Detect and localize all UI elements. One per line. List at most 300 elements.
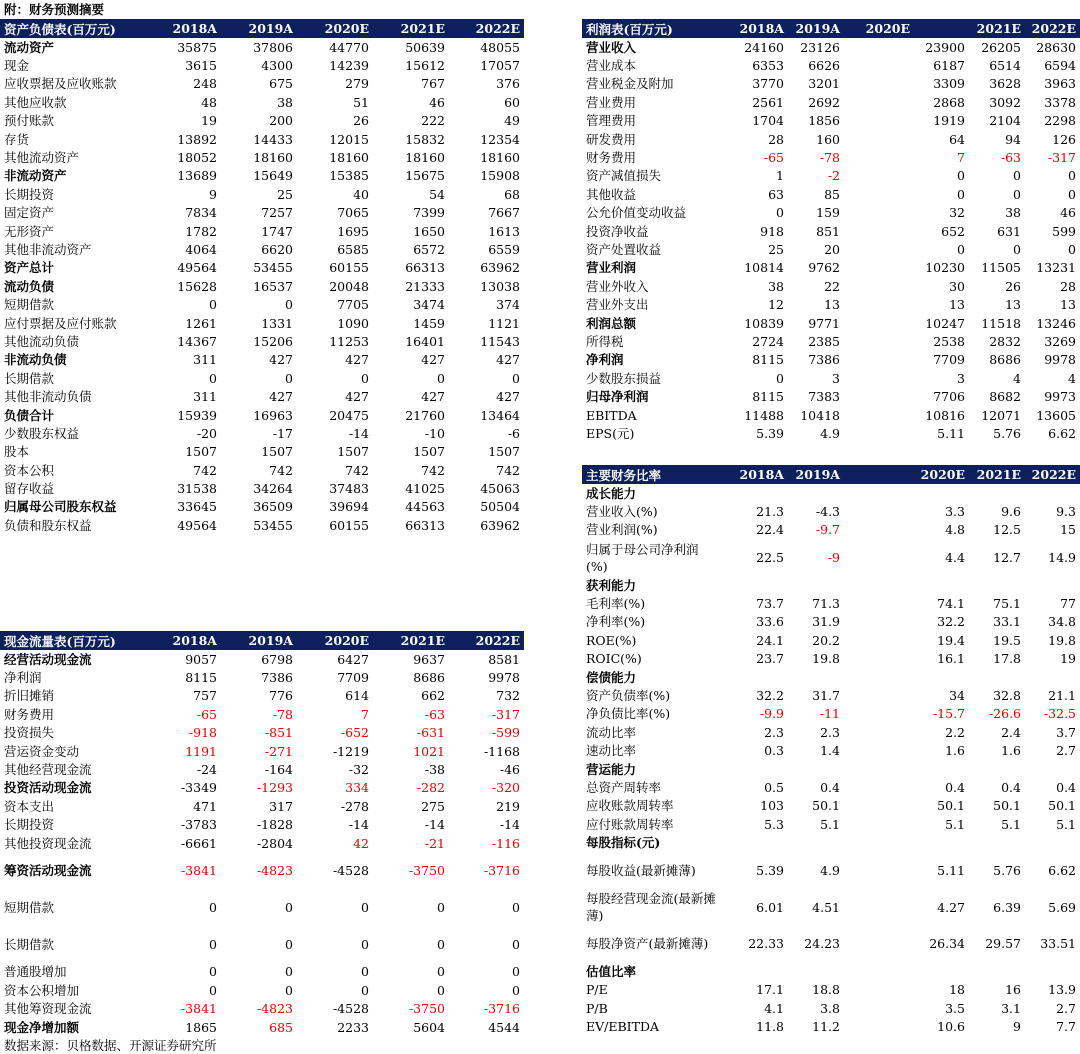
table-cell: 35875	[177, 39, 217, 55]
table-cell: 0	[1013, 241, 1021, 257]
row-label: 现金净增加额	[4, 1019, 80, 1035]
table-cell: 11505	[981, 260, 1021, 276]
table-cell: 23126	[800, 39, 840, 55]
table-cell: -65	[763, 150, 784, 166]
table-cell: 15385	[329, 168, 369, 184]
table-cell: 1507	[488, 444, 520, 460]
table-cell: 7399	[413, 205, 445, 221]
table-cell	[722, 576, 788, 594]
row-label: 营运能力	[586, 761, 637, 777]
table-cell: 10816	[925, 407, 965, 423]
table-row	[0, 650, 524, 668]
table-cell: 0.4	[945, 779, 965, 795]
table-row	[0, 332, 524, 350]
table-cell	[844, 167, 914, 185]
row-label: 资产负债率(%)	[586, 688, 671, 703]
table-row	[582, 594, 1080, 612]
column-header: 2021E	[969, 465, 1025, 484]
table-cell: 6.39	[993, 899, 1021, 915]
table-cell: 1747	[261, 223, 293, 239]
table-cell: 0	[776, 370, 784, 386]
row-label: 成长能力	[586, 485, 637, 501]
table-cell: 742	[269, 462, 293, 478]
table-cell: 2832	[989, 333, 1021, 349]
table-cell: 34	[949, 688, 965, 703]
row-label: 投资净收益	[586, 223, 649, 239]
table-cell: 6585	[337, 241, 369, 257]
table-cell: 19.4	[937, 632, 965, 648]
column-header: 2018A	[145, 19, 221, 38]
table-row	[582, 75, 1080, 93]
table-cell: 39694	[329, 499, 369, 515]
table-cell: 9057	[185, 651, 217, 667]
table-row	[0, 222, 524, 240]
table-cell: 75.1	[993, 596, 1021, 612]
table-cell: 3.5	[945, 1000, 965, 1016]
table-row	[0, 314, 524, 332]
table-cell: -17	[272, 425, 293, 441]
table-cell	[914, 760, 969, 778]
table-cell: 12	[768, 297, 784, 313]
row-label: P/B	[586, 1000, 608, 1016]
row-label: 预付账款	[4, 113, 55, 129]
table-cell: 50.1	[1048, 798, 1076, 814]
table-cell: 13	[949, 297, 965, 313]
table-cell: 0	[285, 936, 293, 952]
table-cell: 12.7	[993, 550, 1021, 566]
table-cell: 11518	[981, 315, 1021, 331]
table-cell: 14239	[329, 58, 369, 74]
row-label: 其他非流动负债	[4, 389, 92, 405]
table-cell: 7705	[337, 297, 369, 313]
table-cell: 31.9	[812, 614, 840, 630]
table-cell: 0	[361, 936, 369, 952]
table-row	[0, 351, 524, 369]
table-cell	[844, 797, 914, 815]
column-header: 2022E	[1025, 465, 1080, 484]
table-row	[582, 314, 1080, 332]
balance-sheet-table	[0, 19, 524, 535]
table-row	[582, 406, 1080, 424]
table-cell	[844, 130, 914, 148]
table-cell: -21	[424, 835, 445, 851]
table-cell	[788, 484, 844, 502]
table-row	[582, 185, 1080, 203]
table-cell: 5.11	[937, 862, 965, 878]
table-row	[582, 38, 1080, 56]
table-cell: 4.9	[820, 425, 840, 441]
table-cell: 3.3	[945, 504, 965, 520]
table-row	[0, 461, 524, 479]
row-label: 其他经营现金流	[4, 762, 92, 778]
table-cell: 13464	[480, 407, 520, 423]
table-cell: 675	[269, 76, 293, 92]
table-cell: 13038	[480, 278, 520, 294]
table-row	[582, 93, 1080, 111]
table-cell: 1090	[337, 315, 369, 331]
table-cell: 10230	[925, 260, 965, 276]
table-cell: 23900	[925, 39, 965, 55]
table-cell	[914, 576, 969, 594]
row-label: 非流动资产	[4, 168, 67, 184]
table-row	[582, 778, 1080, 796]
table-cell: 21760	[405, 407, 445, 423]
table-row	[582, 387, 1080, 405]
table-cell: 1613	[488, 223, 520, 239]
table-cell: -26.6	[988, 706, 1021, 722]
row-label: EPS(元)	[586, 425, 635, 441]
row-label: 速动比率	[586, 743, 637, 759]
table-cell: -918	[188, 725, 217, 741]
row-label: 股本	[4, 444, 30, 460]
table-cell: -4.3	[815, 504, 840, 520]
table-row	[0, 259, 524, 277]
table-cell: 311	[193, 389, 217, 405]
table-cell	[844, 387, 914, 405]
table-cell	[844, 424, 914, 442]
row-label: 营业费用	[586, 94, 637, 110]
table-cell: 0	[209, 899, 217, 915]
table-cell: 2.3	[764, 724, 784, 740]
table-cell: -24	[196, 762, 217, 778]
row-label: 归属母公司股东权益	[4, 499, 117, 515]
table-cell: 1261	[185, 315, 217, 331]
table-cell: 0	[1013, 168, 1021, 184]
table-cell: 40	[353, 186, 369, 202]
table-cell: 20.2	[812, 632, 840, 648]
table-cell: 3309	[933, 76, 965, 92]
table-cell: 0	[285, 297, 293, 313]
table-cell	[969, 760, 1025, 778]
table-cell: 1507	[185, 444, 217, 460]
table-cell: 68	[504, 186, 520, 202]
row-label: EV/EBITDA	[586, 1019, 659, 1035]
page-title: 附：财务预测摘要	[4, 2, 105, 17]
table-cell: 7257	[261, 205, 293, 221]
table-cell: 3.8	[820, 1000, 840, 1016]
table-cell: 6.62	[1048, 425, 1076, 441]
table-cell: 0.4	[820, 779, 840, 795]
column-header: 2022E	[449, 631, 524, 650]
table-cell: 3	[957, 370, 965, 386]
table-cell: 10.6	[937, 1019, 965, 1035]
table-row	[582, 502, 1080, 520]
table-cell: 7.7	[1056, 1019, 1076, 1035]
table-cell: 0	[512, 982, 520, 998]
column-header	[914, 19, 969, 38]
table-cell: 13246	[1036, 315, 1076, 331]
table-cell: 6798	[261, 651, 293, 667]
table-cell: 7709	[337, 670, 369, 686]
table-cell: 0	[361, 370, 369, 386]
table-cell: 427	[345, 352, 369, 368]
row-label: 每股收益(最新摊薄)	[586, 862, 696, 878]
table-cell	[844, 521, 914, 539]
table-cell: 44770	[329, 39, 369, 55]
table-cell: 37806	[253, 39, 293, 55]
row-label: 长期借款	[4, 370, 55, 386]
table-cell: 31538	[177, 481, 217, 497]
table-row	[0, 167, 524, 185]
table-cell	[844, 406, 914, 424]
table-cell: 28	[768, 131, 784, 147]
table-cell	[844, 1017, 914, 1035]
table-cell	[844, 833, 914, 851]
table-cell: 742	[193, 462, 217, 478]
table-cell: 66313	[405, 260, 445, 276]
table-cell: 6.62	[1048, 862, 1076, 878]
table-cell: 74.1	[937, 596, 965, 612]
table-cell	[844, 668, 914, 686]
table-row	[582, 999, 1080, 1017]
table-cell: 8115	[185, 670, 217, 686]
column-header: 2021E	[373, 19, 449, 38]
table-cell: 64	[949, 131, 965, 147]
table-cell: 60155	[329, 260, 369, 276]
table-row	[0, 295, 524, 313]
row-label: 净利润	[4, 670, 42, 686]
table-cell: 742	[496, 462, 520, 478]
table-cell: 85	[824, 186, 840, 202]
table-cell: 662	[421, 688, 445, 704]
table-cell: 103	[760, 798, 784, 814]
row-label: 营业外收入	[586, 278, 649, 294]
table-cell: 0	[437, 899, 445, 915]
table-cell	[844, 148, 914, 166]
table-cell: 22.4	[756, 522, 784, 538]
table-cell: 11488	[744, 407, 784, 423]
row-label: 其他投资现金流	[4, 835, 92, 851]
table-cell: -271	[264, 743, 293, 759]
table-cell: 17057	[480, 58, 520, 74]
table-cell: 19.8	[1048, 632, 1076, 648]
table-row	[0, 797, 524, 815]
table-cell: 219	[496, 798, 520, 814]
table-cell: 160	[816, 131, 840, 147]
table-cell: 0	[285, 982, 293, 998]
column-header: 2020E	[914, 465, 969, 484]
table-cell	[844, 613, 914, 631]
table-row	[0, 687, 524, 705]
table-cell: 3615	[185, 58, 217, 74]
table-cell: -3750	[408, 1001, 445, 1017]
table-cell: 50.1	[993, 798, 1021, 814]
table-cell: 9.3	[1056, 504, 1076, 520]
row-label: 总资产周转率	[586, 779, 662, 795]
table-cell: 1	[776, 168, 784, 184]
table-cell	[1025, 833, 1080, 851]
row-label: 研发费用	[586, 131, 637, 147]
table-cell: 0	[285, 964, 293, 980]
table-cell: 3378	[1044, 94, 1076, 110]
table-row	[0, 204, 524, 222]
table-cell	[844, 259, 914, 277]
table-cell: 0.3	[764, 743, 784, 759]
table-cell: 1704	[752, 113, 784, 129]
table-cell: 2724	[752, 333, 784, 349]
table-cell	[844, 999, 914, 1017]
row-label: 每股指标(元)	[586, 835, 661, 851]
table-cell: 18160	[480, 150, 520, 166]
table-row	[0, 724, 524, 742]
table-cell	[1025, 576, 1080, 594]
table-cell: 12071	[981, 407, 1021, 423]
table-cell	[844, 705, 914, 723]
table-row	[582, 833, 1080, 851]
table-cell	[1025, 484, 1080, 502]
table-cell: 6.01	[756, 899, 784, 915]
table-cell: 63	[768, 186, 784, 202]
financial-ratios-table	[582, 465, 1080, 1036]
table-cell	[788, 668, 844, 686]
table-row	[0, 185, 524, 203]
table-cell: 19.8	[812, 651, 840, 667]
table-cell: 1695	[337, 223, 369, 239]
table-cell: 2538	[933, 333, 965, 349]
table-cell: 38	[1005, 205, 1021, 221]
table-cell: 5.1	[1056, 816, 1076, 832]
table-cell: 1331	[261, 315, 293, 331]
table-cell: 14.9	[1048, 550, 1076, 566]
table-row	[582, 521, 1080, 539]
table-cell: 0	[209, 370, 217, 386]
table-row	[0, 742, 524, 760]
table-cell: -116	[491, 835, 520, 851]
table-cell: 0	[361, 899, 369, 915]
table-cell: 317	[269, 798, 293, 814]
table-row	[0, 479, 524, 497]
table-cell: -38	[424, 762, 445, 778]
row-label: 长期投资	[4, 817, 55, 833]
table-cell: 3201	[808, 76, 840, 92]
table-cell: -3349	[180, 780, 217, 796]
row-label: 偿债能力	[586, 669, 637, 685]
table-cell	[844, 93, 914, 111]
table-row	[582, 576, 1080, 594]
row-label: 流动资产	[4, 39, 55, 55]
table-cell: 50504	[480, 499, 520, 515]
row-label: 投资损失	[4, 725, 55, 741]
table-cell: 2692	[808, 94, 840, 110]
table-cell: 19.5	[993, 632, 1021, 648]
table-header-row	[0, 19, 524, 38]
table-title: 利润表(百万元)	[582, 19, 722, 38]
table-cell: 50639	[405, 39, 445, 55]
table-cell: 0.4	[1001, 779, 1021, 795]
table-cell: 0	[209, 982, 217, 998]
table-cell: -20	[196, 425, 217, 441]
table-cell: -599	[491, 725, 520, 741]
table-cell: 0	[209, 964, 217, 980]
table-cell: 4300	[261, 58, 293, 74]
table-cell: 9637	[413, 651, 445, 667]
table-cell: 159	[816, 205, 840, 221]
table-cell: 0	[361, 964, 369, 980]
row-label: 普通股增加	[4, 964, 67, 980]
table-cell: 42	[353, 835, 369, 851]
table-cell: 10814	[744, 260, 784, 276]
table-cell: 5604	[413, 1019, 445, 1035]
table-cell	[844, 852, 914, 889]
table-cell: 5.1	[945, 816, 965, 832]
row-label: 应收账款周转率	[586, 798, 674, 814]
table-cell: -4528	[332, 863, 369, 879]
table-cell: 8581	[488, 651, 520, 667]
table-cell: 10418	[800, 407, 840, 423]
table-row	[0, 240, 524, 258]
table-cell	[722, 484, 788, 502]
income-statement-table	[582, 19, 1080, 443]
table-cell	[722, 962, 788, 980]
table-cell: -3750	[408, 863, 445, 879]
table-row	[0, 834, 524, 852]
table-cell: 21.1	[1048, 688, 1076, 703]
row-label: 长期投资	[4, 186, 55, 202]
table-cell: 1856	[808, 113, 840, 129]
row-label: 其他流动负债	[4, 333, 80, 349]
table-cell: 279	[345, 76, 369, 92]
table-cell: 0.4	[1056, 779, 1076, 795]
table-cell	[844, 112, 914, 130]
table-cell: 9978	[488, 670, 520, 686]
table-cell: 36509	[253, 499, 293, 515]
table-cell: 32.8	[993, 688, 1021, 703]
table-cell: 427	[421, 389, 445, 405]
table-cell: -2804	[256, 835, 293, 851]
table-cell: 11.2	[812, 1019, 840, 1035]
table-row	[582, 815, 1080, 833]
table-cell: 24.1	[756, 632, 784, 648]
row-label: 非流动负债	[4, 352, 67, 368]
row-label: 其他应收款	[4, 94, 67, 110]
table-cell: 0.5	[764, 779, 784, 795]
column-header: 2018A	[722, 19, 788, 38]
table-cell: 20048	[329, 278, 369, 294]
table-cell: 18160	[253, 150, 293, 166]
table-cell	[844, 369, 914, 387]
table-cell: 2.2	[945, 724, 965, 740]
table-row	[0, 668, 524, 686]
table-cell: 21333	[405, 278, 445, 294]
table-row	[582, 925, 1080, 962]
table-cell: 49564	[177, 517, 217, 533]
table-cell: 15832	[405, 131, 445, 147]
table-cell: -3783	[180, 817, 217, 833]
table-cell: 311	[193, 352, 217, 368]
table-cell: 4.51	[812, 899, 840, 915]
table-cell: 8686	[989, 352, 1021, 368]
row-label: 无形资产	[4, 223, 55, 239]
table-cell: 4.9	[820, 862, 840, 878]
table-cell	[844, 815, 914, 833]
table-cell	[914, 668, 969, 686]
table-cell: 1650	[413, 223, 445, 239]
table-cell: 427	[269, 389, 293, 405]
table-cell: 18160	[329, 150, 369, 166]
table-cell	[969, 484, 1025, 502]
table-cell: 6353	[752, 58, 784, 74]
table-cell	[1025, 668, 1080, 686]
table-cell	[844, 925, 914, 962]
table-row	[0, 705, 524, 723]
table-cell: 41025	[405, 481, 445, 497]
table-row	[0, 38, 524, 56]
table-cell: 46	[429, 94, 445, 110]
table-cell	[844, 981, 914, 999]
table-cell: 26	[353, 113, 369, 129]
table-cell: 2298	[1044, 113, 1076, 129]
table-cell: 33.1	[993, 614, 1021, 630]
